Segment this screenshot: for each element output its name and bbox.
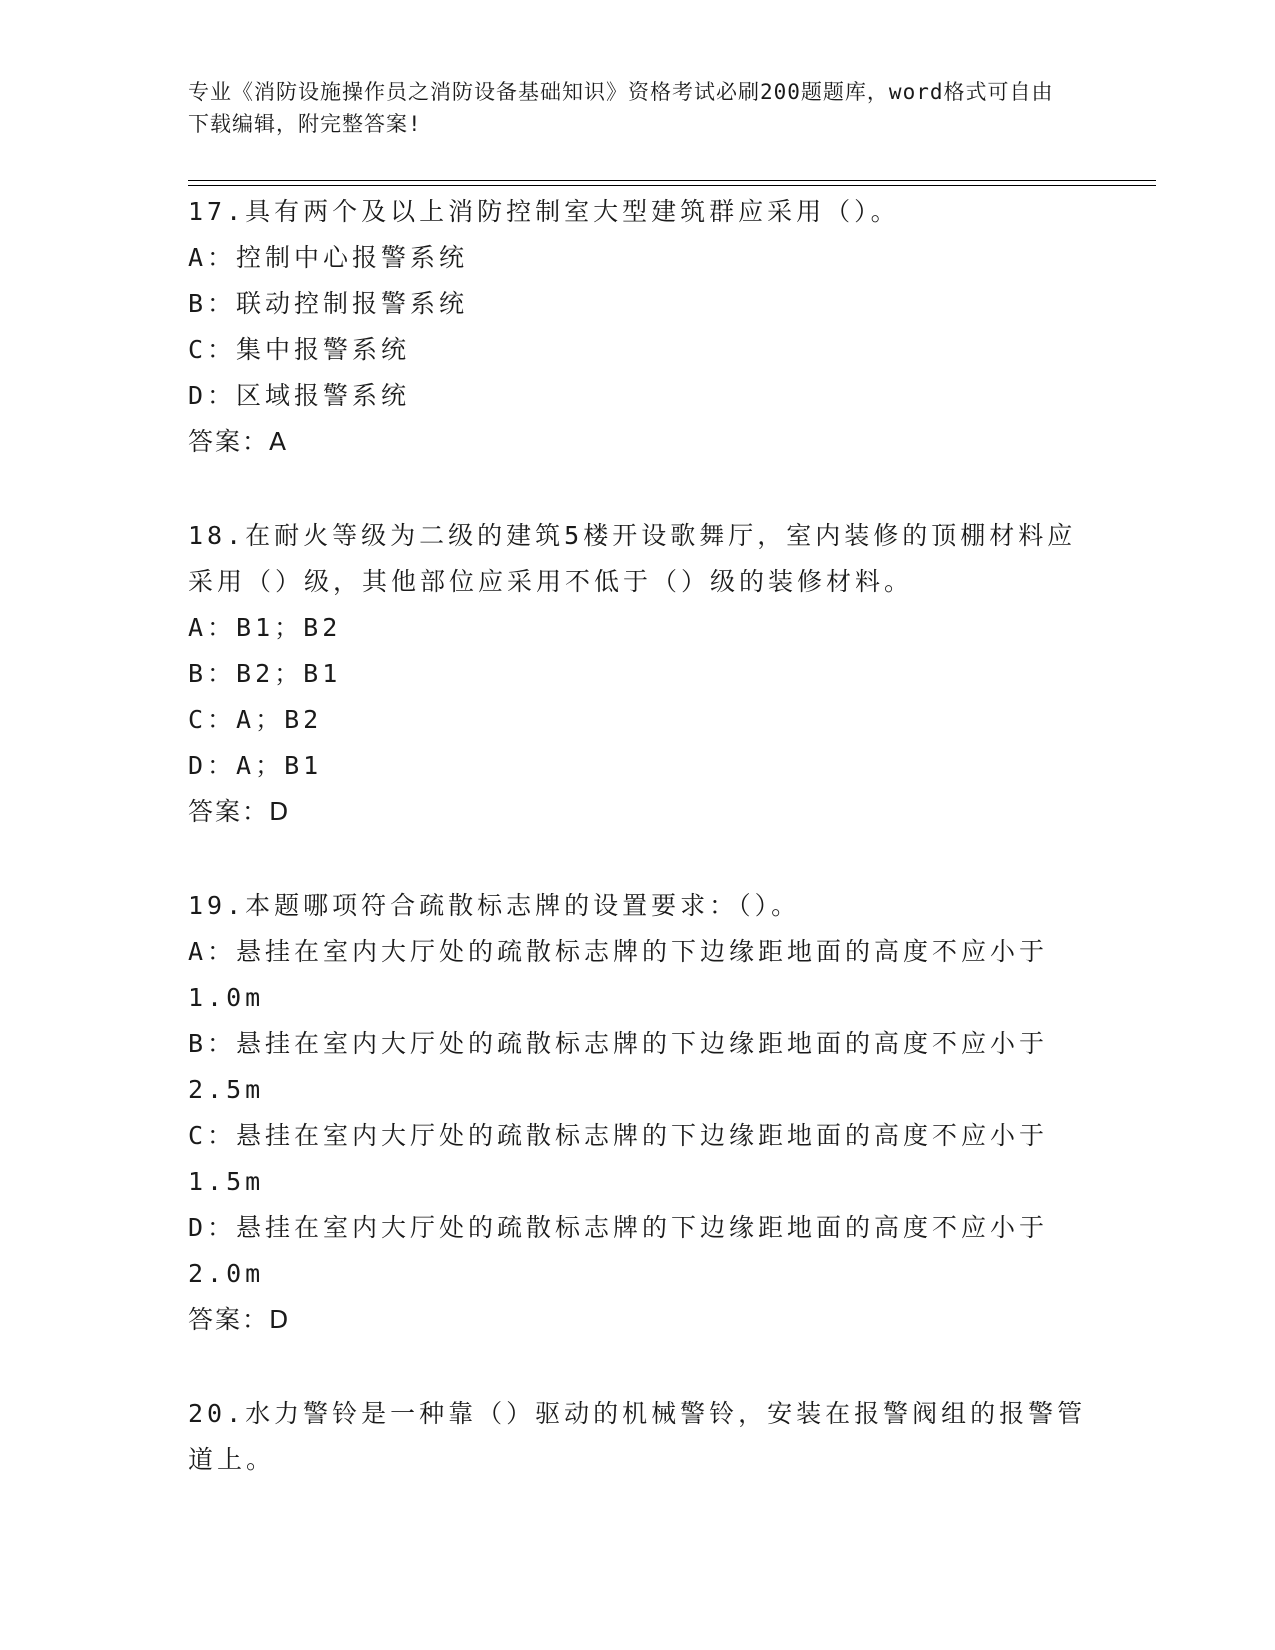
question-20: [188, 1391, 1088, 1483]
answer: 答案：D: [188, 1305, 291, 1334]
option-d-line-1: D：悬挂在室内大厅处的疏散标志牌的下边缘距地面的高度不应小于: [188, 1213, 1049, 1242]
option-c: C：集中报警系统: [188, 335, 411, 364]
question-list: [188, 189, 1088, 1483]
option-a-line-2: 1.0m: [188, 983, 265, 1012]
option-a: A：B1；B2: [188, 613, 342, 642]
option-b: B：联动控制报警系统: [188, 289, 469, 318]
option-b: B：B2；B1: [188, 659, 342, 688]
option-b-line-1: B：悬挂在室内大厅处的疏散标志牌的下边缘距地面的高度不应小于: [188, 1029, 1049, 1058]
option-c-line-1: C：悬挂在室内大厅处的疏散标志牌的下边缘距地面的高度不应小于: [188, 1121, 1049, 1150]
answer: 答案：A: [188, 427, 289, 456]
option-d: D：区域报警系统: [188, 381, 411, 410]
option-c: C：A；B2: [188, 705, 323, 734]
option-c-line-2: 1.5m: [188, 1167, 265, 1196]
question-stem-line-2: 道上。: [188, 1445, 276, 1474]
document-header: 专业《消防设施操作员之消防设备基础知识》资格考试必刷200题题库，word格式可自由下载编辑，附完整答案!: [188, 80, 1054, 136]
question-stem-line-2: 采用（）级，其他部位应采用不低于（）级的装修材料。: [188, 567, 914, 596]
question-17: [188, 189, 1088, 465]
header-rule-bottom: [188, 185, 1156, 186]
option-d-line-2: 2.0m: [188, 1259, 265, 1288]
question-19: [188, 883, 1088, 1343]
option-a: A：控制中心报警系统: [188, 243, 469, 272]
question-stem: 19.本题哪项符合疏散标志牌的设置要求：（）。: [188, 891, 801, 920]
answer: 答案：D: [188, 797, 291, 826]
option-d: D：A；B1: [188, 751, 323, 780]
question-stem-line-1: 18.在耐火等级为二级的建筑5楼开设歌舞厅，室内装修的顶棚材料应: [188, 521, 1077, 550]
header-rule-top: [188, 180, 1156, 181]
option-b-line-2: 2.5m: [188, 1075, 265, 1104]
question-18: [188, 513, 1088, 835]
question-stem-line-1: 20.水力警铃是一种靠（）驱动的机械警铃，安装在报警阀组的报警管: [188, 1399, 1087, 1428]
option-a-line-1: A：悬挂在室内大厅处的疏散标志牌的下边缘距地面的高度不应小于: [188, 937, 1049, 966]
question-stem: 17.具有两个及以上消防控制室大型建筑群应采用（）。: [188, 197, 900, 226]
